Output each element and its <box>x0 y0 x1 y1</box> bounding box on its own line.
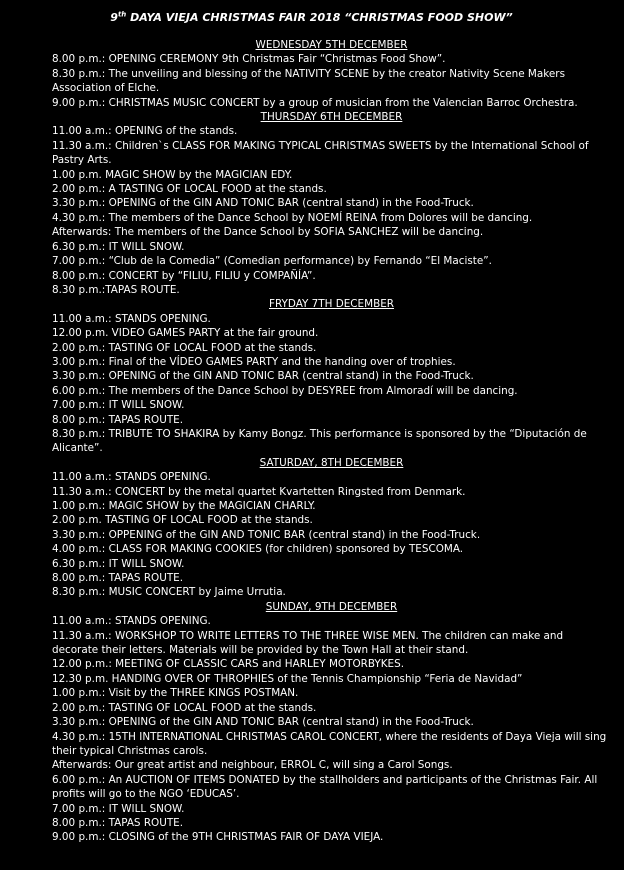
schedule-item: 7.00 p.m.: IT WILL SNOW. <box>52 802 185 815</box>
day-heading: WEDNESDAY 5TH DECEMBER <box>255 39 408 51</box>
schedule-item: 1.00 p.m.: Visit by the THREE KINGS POSTMAN. <box>52 687 299 700</box>
schedule-item: 9.00 p.m.: CHRISTMAS MUSIC CONCERT by a group of musician from the Valencian Barroc Orchestra. <box>52 96 578 109</box>
schedule-item: Afterwards: The members of the Dance School by SOFIA SANCHEZ will be dancing. <box>52 226 484 239</box>
schedule-item: 7.00 p.m.: IT WILL SNOW. <box>52 399 185 412</box>
schedule-item: 12.00 p.m. VIDEO GAMES PARTY at the fair ground. <box>52 327 319 340</box>
day-heading: THURSDAY 6TH DECEMBER <box>260 111 403 124</box>
schedule-item: 3.30 p.m.: OPENING of the GIN AND TONIC BAR (central stand) in the Food-Truck. <box>52 197 474 210</box>
schedule-item: 2.00 p.m.: TASTING OF LOCAL FOOD at the stands. <box>52 701 317 714</box>
schedule-item: 6.00 p.m.: The members of the Dance School by DESYREE from Almoradí will be dancing. <box>52 384 518 397</box>
schedule-item: 12.00 p.m.: MEETING OF CLASSIC CARS and HARLEY MOTORBYKES. <box>52 658 405 671</box>
schedule-item: Afterwards: Our great artist and neighbour, ERROL C, will sing a Carol Songs. <box>52 759 453 772</box>
schedule-item: 8.30 p.m.: TRIBUTE TO SHAKIRA by Kamy Bongz. This performance is sponsored by the “Diputación de Alicante”. <box>52 427 587 455</box>
schedule-item: 6.30 p.m.: IT WILL SNOW. <box>52 557 185 570</box>
schedule-item: 8.00 p.m.: TAPAS ROUTE. <box>52 816 184 829</box>
schedule-item: 2.00 p.m.: TASTING OF LOCAL FOOD at the stands. <box>52 341 317 354</box>
schedule-item: 3.30 p.m.: OPENING of the GIN AND TONIC BAR (central stand) in the Food-Truck. <box>52 716 474 729</box>
schedule-item: 4.00 p.m.: CLASS FOR MAKING COOKIES (for children) sponsored by TESCOMA. <box>52 543 464 556</box>
schedule-item: 7.00 p.m.: “Club de la Comedia” (Comedian performance) by Fernando “El Maciste”. <box>52 255 492 268</box>
schedule-item: 1.00 p.m. MAGIC SHOW by the MAGICIAN EDY. <box>52 168 293 181</box>
schedule-item: 1.00 p.m.: MAGIC SHOW by the MAGICIAN CHARLY. <box>52 500 316 512</box>
schedule-item: 9.00 p.m.: CLOSING of the 9TH CHRISTMAS FAIR OF DAYA VIEJA. <box>52 831 384 844</box>
day-heading: SUNDAY, 9TH DECEMBER <box>265 600 398 613</box>
schedule-item: 11.00 a.m.: OPENING of the stands. <box>52 125 238 138</box>
schedule-item: 11.30 a.m.: Children`s CLASS FOR MAKING TYPICAL CHRISTMAS SWEETS by the International School of Pastry Arts. <box>52 139 589 167</box>
schedule <box>52 38 611 845</box>
schedule-item: 6.00 p.m.: An AUCTION OF ITEMS DONATED by the stallholders and participants of the Christmas Fair. All profits will go to the NGO ‘EDUCAS’. <box>52 773 598 801</box>
day-heading: FRYDAY 7TH DECEMBER <box>269 298 394 311</box>
schedule-item: 3.30 p.m.: OPENING of the GIN AND TONIC BAR (central stand) in the Food-Truck. <box>52 370 474 383</box>
schedule-item: 4.30 p.m.: The members of the Dance School by NOEMÍ REINA from Dolores will be dancing. <box>52 211 533 224</box>
schedule-item: 8.00 p.m.: TAPAS ROUTE. <box>52 413 184 426</box>
schedule-item: 8.30 p.m.: The unveiling and blessing of the NATIVITY SCENE by the creator Nativity Scene Makers Association of Elche. <box>52 67 565 95</box>
schedule-item: 2.00 p.m.: A TASTING OF LOCAL FOOD at the stands. <box>52 183 327 196</box>
schedule-item: 11.30 a.m.: WORKSHOP TO WRITE LETTERS TO THE THREE WISE MEN. The children can make and decorate their letters. Materials will be provided by the Town Hall at their stand. <box>52 629 564 657</box>
schedule-item: 12.30 p.m. HANDING OVER OF THROPHIES of the Tennis Championship “Feria de Navidad” <box>52 672 523 685</box>
schedule-item: 8.00 p.m.: TAPAS ROUTE. <box>52 572 184 585</box>
schedule-item: 11.30 a.m.: CONCERT by the metal quartet Kvartetten Ringsted from Denmark. <box>52 485 466 498</box>
schedule-item: 8.00 p.m.: CONCERT by “FILIU, FILIU y COMPAÑÍA”. <box>52 269 316 282</box>
schedule-item: 11.00 a.m.: STANDS OPENING. <box>52 312 211 325</box>
schedule-item: 8.30 p.m.: MUSIC CONCERT by Jaime Urrutia. <box>52 586 286 599</box>
schedule-item: 3.30 p.m.: OPPENING of the GIN AND TONIC BAR (central stand) in the Food-Truck. <box>52 528 481 541</box>
schedule-item: 11.00 a.m.: STANDS OPENING. <box>52 615 211 628</box>
schedule-item: 6.30 p.m.: IT WILL SNOW. <box>52 240 185 253</box>
schedule-item: 8.00 p.m.: OPENING CEREMONY 9th Christmas Fair “Christmas Food Show”. <box>52 53 446 66</box>
document-title: 9th DAYA VIEJA CHRISTMAS FAIR 2018 “CHRISTMAS FOOD SHOW” <box>110 10 513 24</box>
schedule-item: 4.30 p.m.: 15TH INTERNATIONAL CHRISTMAS CAROL CONCERT, where the residents of Daya Vieja will sing their typical Christmas carols. <box>52 730 607 757</box>
day-heading: SATURDAY, 8TH DECEMBER <box>259 456 404 469</box>
schedule-item: 11.00 a.m.: STANDS OPENING. <box>52 471 211 484</box>
schedule-item: 8.30 p.m.:TAPAS ROUTE. <box>52 283 180 296</box>
schedule-item: 2.00 p.m. TASTING OF LOCAL FOOD at the stands. <box>52 514 313 527</box>
schedule-item: 3.00 p.m.: Final of the VÍDEO GAMES PARTY and the handing over of trophies. <box>52 355 456 368</box>
